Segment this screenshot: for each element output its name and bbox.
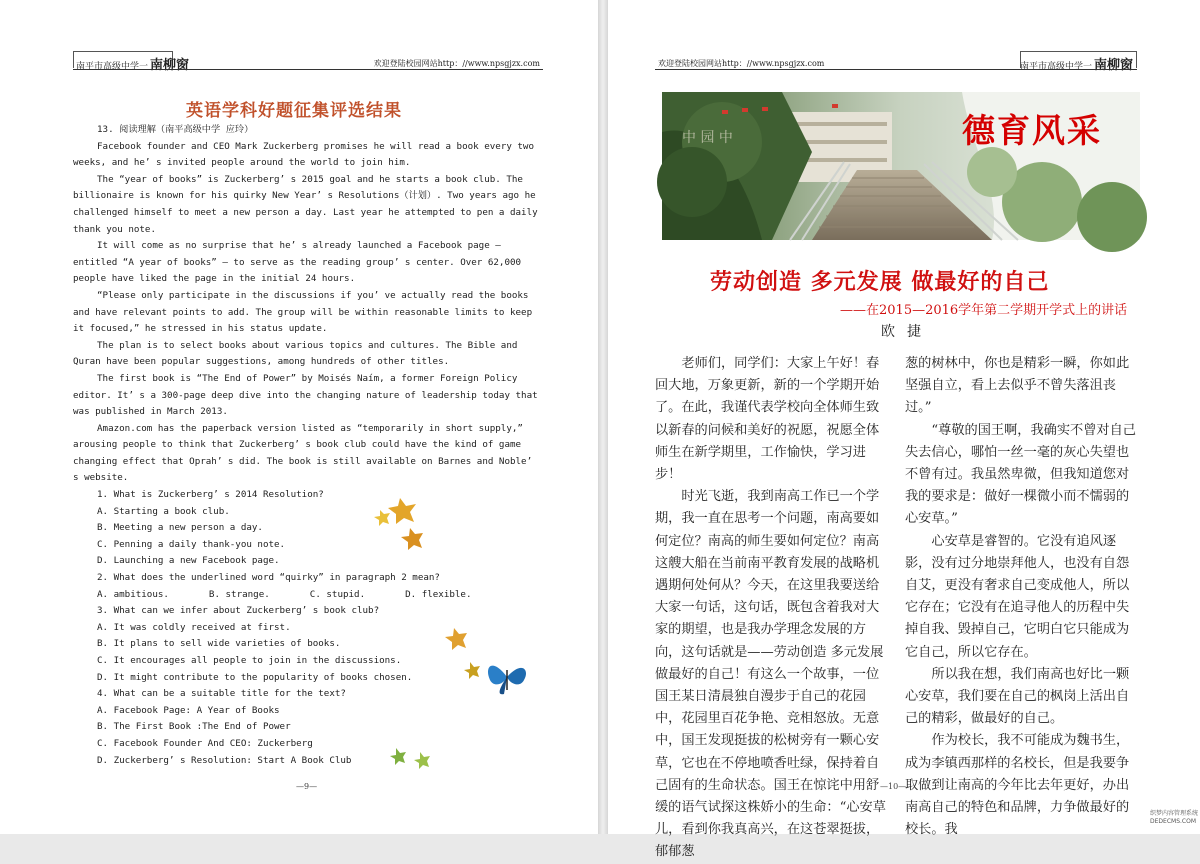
left-page: [0, 0, 598, 834]
answer-option: C. Facebook Founder And CEO: Zuckerberg: [97, 737, 313, 749]
answer-option: D. Launching a new Facebook page.: [97, 555, 280, 567]
question-stem: 1. What is Zuckerberg’ s 2014 Resolution?: [97, 489, 324, 501]
left-header: [73, 51, 543, 73]
speech-author: 欧捷: [881, 324, 933, 340]
answer-option: B. strange.: [208, 588, 270, 600]
speech-paragraph: 心安草是睿智的。它没有追风逐影，没有过分地崇拜他人，也没有自怨自艾，更没有奢求自己变成他人，所以它存在；它没有在追寻他人的历程中失掉自我、毁掉自己，它明白它只能成为它自己，所以它存在。: [905, 533, 1130, 660]
page-number: —10—: [880, 782, 907, 791]
answer-option: C. stupid.: [309, 588, 366, 600]
speech-title: 劳动创造 多元发展 做最好的自己: [710, 270, 1050, 295]
answer-option: B. The First Book :The End of Power: [97, 721, 291, 733]
answer-option: A. Starting a book club.: [97, 505, 230, 517]
passage-paragraph: Amazon.com has the paperback version listed as “temporarily in short supply,” arousing people to think that Zuckerberg’ s book club could have the kind of game changing effect that Oprah’ s did. The book is still available on Barnes and Noble’ s website.: [73, 422, 533, 484]
passage-paragraph: Facebook founder and CEO Mark Zuckerberg promises he will read a book every two weeks, and he’ s invited people around the world to join him.: [73, 140, 534, 169]
butterfly-decoration: [482, 652, 532, 702]
question-stem: 2. What does the underlined word “quirky” in paragraph 2 mean?: [97, 572, 440, 584]
header-site-url: 欢迎登陆校园网站http：//www.npsgjzx.com: [658, 59, 825, 68]
speech-column-1: [655, 353, 888, 864]
answer-option: B. Meeting a new person a day.: [97, 522, 263, 534]
right-header: [655, 51, 1137, 73]
article-title: 英语学科好题征集评选结果: [186, 101, 402, 121]
header-brand: 南平市高级中学一 南柳窗: [1019, 58, 1133, 73]
header-site-url: 欢迎登陆校园网站http：//www.npsgjzx.com: [373, 59, 540, 68]
leaf-decoration-3: [388, 740, 438, 770]
answer-options-row: [73, 587, 543, 604]
answer-option: B. It plans to sell wide varieties of books.: [97, 638, 341, 650]
question-heading: 13. 阅读理解（南平高级中学 应玲）: [97, 124, 254, 135]
passage-paragraph: The plan is to select books about various topics and cultures. The Bible and Quran have been popular suggestions, among hundreds of other titles.: [73, 339, 518, 368]
answer-option: D. Zuckerberg’ s Resolution: Start A Book Club: [97, 754, 352, 766]
answer-option: C. It encourages all people to join in the discussions.: [97, 655, 402, 666]
right-page: [608, 0, 1200, 860]
speech-paragraph: 老师们，同学们：大家上午好！春回大地，万象更新，新的一个学期开始了。在此，我谨代表学校向全体师生致以新春的问候和美好的祝愿，祝愿全体师生在新学期里，工作愉快，学习进步！: [655, 356, 880, 483]
speech-column-2: [905, 353, 1138, 841]
book-spine: [598, 0, 608, 834]
question-stem: 3. What can we infer about Zuckerberg’ s book club?: [97, 605, 380, 617]
speech-paragraph: 时光飞逝，我到南高工作已一个学期，我一直在思考一个问题，南高要如何定位？南高的师生要如何定位？南高这艘大船在当前南平教育发展的战略机遇期何处何从？今天，在这里我要送给大家一句话，这句话，既包含着我对大家的期望，也是我办学理念发展的方向，这句话就是——劳动创造 多元发展 做最好的自己！有这么一个故事，一位国王某日清晨独自漫步于自己的花园中，花园里百花争艳、竞相怒放。无意中，国王发现挺拔的松树旁有一颗心安草，它也在不停地喷香吐绿，保持着自己固有的生命状态。国王在惊诧中用舒缓的语气试探这株娇小的生命：“心安草儿，看到你我真高兴，在这苍翠挺拔，郁郁葱: [655, 489, 886, 860]
answer-option: A. It was coldly received at first.: [97, 621, 291, 633]
speech-paragraph: 作为校长，我不可能成为魏书生，成为李镇西那样的名校长，但是我要争取做到让南高的今年比去年更好，办出南高自己的特色和品牌，力争做最好的校长。我: [905, 733, 1130, 838]
passage-paragraph: It will come as no surprise that he’ s already launched a Facebook page — entitled “A year of books” — to serve as the reading group’ s center. Over 62,000 people have liked the page in the initial 24 hours.: [73, 240, 522, 285]
answer-option: A. ambitious.: [97, 588, 169, 600]
leaf-decoration: [370, 488, 450, 568]
passage-paragraph: The “year of books” is Zuckerberg’ s 2015 goal and he starts a book club. The billionaire is known for his quirky New Year’ s Resolutions（计划）. Two years ago he challenged himself to meet a new person a day. Last year he attempted to pen a daily thank you note.: [73, 173, 538, 235]
watermark: 织梦内容管理系统 DEDECMS.COM: [1150, 810, 1199, 825]
speech-paragraph: “尊敬的国王啊，我确实不曾对自己失去信心，哪怕一丝一毫的灰心失望也不曾有过。我虽然卑微，但我知道您对我的要求是：做好一棵微小而不懦弱的心安草。”: [905, 422, 1136, 527]
answer-option: D. flexible.: [405, 588, 472, 600]
page-number: —9—: [296, 782, 318, 791]
speech-paragraph: 葱的树林中，你也是精彩一瞬，你如此坚强自立，看上去似乎不曾失落沮丧过。”: [905, 356, 1130, 416]
question-stem: 4. What can be a suitable title for the text?: [97, 688, 346, 700]
answer-option: C. Penning a daily thank-you note.: [97, 538, 286, 550]
answer-option: D. It might contribute to the popularity of books chosen.: [97, 671, 413, 683]
section-title: 德育风采: [962, 111, 1102, 150]
svg-text:中 园 中: 中 园 中: [682, 130, 733, 146]
passage-paragraph: The first book is “The End of Power” by Moisés Naím, a former Foreign Policy editor. It’ s a 300-page deep dive into the changing nature of leadership today that was published in March 2013.: [73, 372, 538, 418]
answer-option: A. Facebook Page: A Year of Books: [97, 704, 280, 716]
speech-paragraph: 所以我在想，我们南高也好比一颗心安草，我们要在自己的枫岗上活出自己的精彩，做最好的自己。: [905, 666, 1130, 727]
header-brand: 南平市高级中学一 南柳窗: [76, 58, 190, 73]
passage-paragraph: “Please only participate in the discussions if you’ ve actually read the books and have relevant points to add. The group will be within reasonable limits to keep it focused,” he stressed in his status update.: [73, 289, 533, 335]
speech-subtitle: ——在2015—2016学年第二学期开学式上的讲话: [840, 303, 1128, 318]
